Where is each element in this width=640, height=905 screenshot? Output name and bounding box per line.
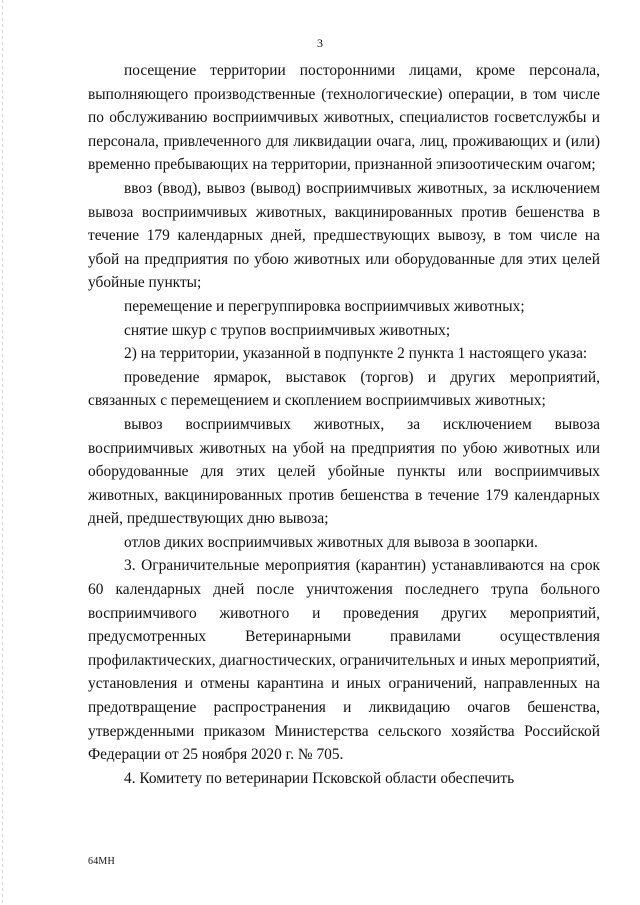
paragraph-5: 2) на территории, указанной в подпункте 2 пункта 1 настоящего указа: (124, 345, 588, 363)
document-code: 64МН (88, 856, 115, 867)
paragraph-9: 3. Ограничительные мероприятия (карантин) устанавливаются на срок 60 календарных дней после уничтожения последнего трупа больного восприимчивого животного и проведения других мероприятий, предусмотренных Ветеринарными правилами осуществления профилактических, диагностических, ограничительных и иных мероприятий, установления и отмены карантина и иных ограничений, направленных на предотвращение распространения и ликвидацию очагов бешенства, утвержденными приказом Министерства сельского хозяйства Российской Федерации от 25 ноября 2020 г. № 705. (88, 557, 600, 764)
paragraph-6: проведение ярмарок, выставок (торгов) и других мероприятий, связанных с перемещением и скоплением восприимчивых животных; (88, 368, 600, 410)
paragraph-7: вывоз восприимчивых животных, за исключением вывоза восприимчивых животных на убой на предприятия по убою животных или оборудованные для этих целей убойные пункты или восприимчивых животных, вакцинированных против бешенства в течение 179 календарных дней, предшествующих дню вывоза; (88, 415, 600, 528)
scan-edge-line (2, 0, 3, 905)
paragraph-2: ввоз (ввод), вывоз (вывод) восприимчивых животных, за исключением вывоза восприимчивых животных, вакцинированных против бешенства в течение 179 календарных дней, предшествующих вывозу, в том числе на убой на предприятия по убою животных или оборудованные для этих целей убойные пункты; (88, 179, 600, 292)
paragraph-1: посещение территории посторонними лицами, кроме персонала, выполняющего производственные (технологические) операции, в том числе по обслуживанию восприимчивых животных, специалистов госветслужбы и персонала, привлеченного для ликвидации очага, лиц, проживающих и (или) временно пребывающих на территории, признанной эпизоотическим очагом; (88, 62, 600, 174)
document-body (88, 59, 600, 790)
paragraph-8: отлов диких восприимчивых животных для вывоза в зоопарки. (124, 533, 538, 551)
paragraph-10: 4. Комитету по ветеринарии Псковской области обеспечить (124, 769, 515, 787)
paragraph-3: перемещение и перегруппировка восприимчивых животных; (124, 297, 525, 315)
page-number: 3 (317, 36, 323, 50)
paragraph-4: снятие шкур с трупов восприимчивых животных; (124, 321, 451, 339)
